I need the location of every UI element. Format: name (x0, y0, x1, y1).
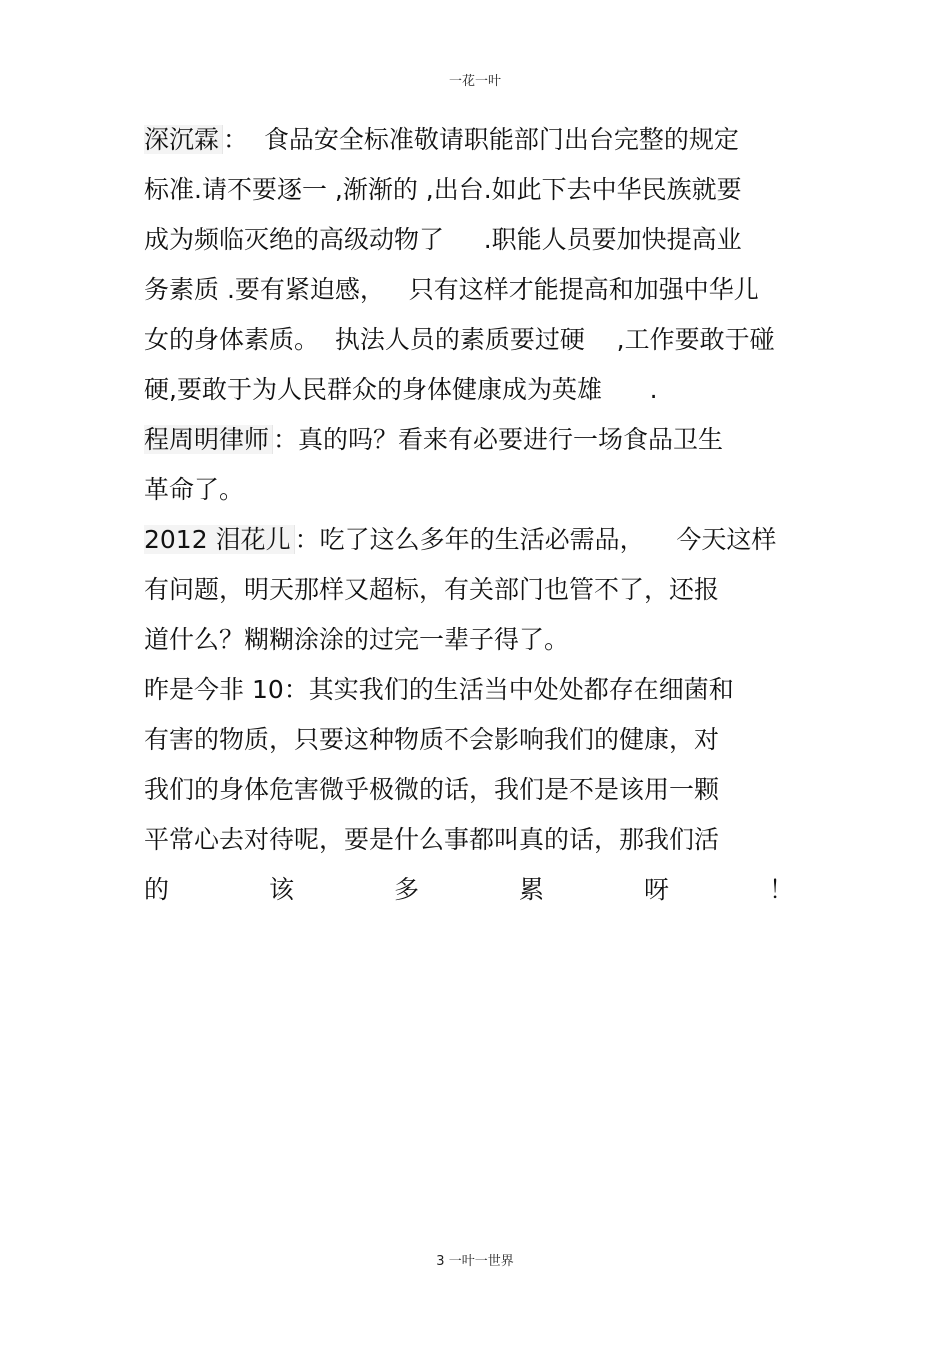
spread-char: 呀 (643, 875, 669, 904)
document-body (144, 115, 809, 915)
page-footer: 3 一叶一世界 (436, 1254, 514, 1269)
text-line: 我们的身体危害微乎极微的话，我们是不是该用一颗 (144, 775, 720, 804)
text-line: 务素质 .要有紧迫感， 只有这样才能提高和加强中华儿 (144, 275, 759, 304)
text-line: 成为频临灭绝的高级动物了 .职能人员要加快提高业 (144, 225, 742, 254)
text-line: 革命了。 (144, 475, 245, 504)
text-line-spread (144, 865, 794, 915)
text-line: 昨是今非 10：其实我们的生活当中处处都存在细菌和 (144, 675, 734, 704)
text-line: 道什么？糊糊涂涂的过完一辈子得了。 (144, 625, 570, 654)
text-line: 硬,要敢于为人民群众的身体健康成为英雄 . (144, 375, 658, 404)
commenter-name: 2012 泪花儿 (144, 525, 295, 554)
text-line (144, 115, 809, 165)
spread-char: 累 (518, 875, 544, 904)
comment-text: ：吃了这么多年的生活必需品， 今天这样 (294, 525, 777, 554)
text-line: 有问题，明天那样又超标，有关部门也管不了，还报 (144, 575, 720, 604)
comment-text: ： 食品安全标准敬请职能部门出台完整的规定 (223, 125, 739, 154)
text-line (144, 415, 809, 465)
comment-text: ：真的吗？看来有必要进行一场食品卫生 (273, 425, 724, 454)
commenter-name: 深沉霖 (144, 125, 223, 154)
text-line: 平常心去对待呢，要是什么事都叫真的话，那我们活 (144, 825, 720, 854)
text-line: 女的身体素质。 执法人员的素质要过硬 ,工作要敢于碰 (144, 325, 775, 354)
text-line: 有害的物质，只要这种物质不会影响我们的健康，对 (144, 725, 720, 754)
spread-char: 该 (268, 875, 294, 904)
spread-char: ！ (768, 875, 794, 904)
page-header: 一花一叶 (448, 74, 501, 89)
spread-char: 的 (144, 875, 170, 904)
text-line: 标准.请不要逐一 ,渐渐的 ,出台.如此下去中华民族就要 (144, 175, 742, 204)
spread-char: 多 (393, 875, 419, 904)
commenter-name: 程周明律师 (144, 425, 273, 454)
text-line (144, 515, 809, 565)
